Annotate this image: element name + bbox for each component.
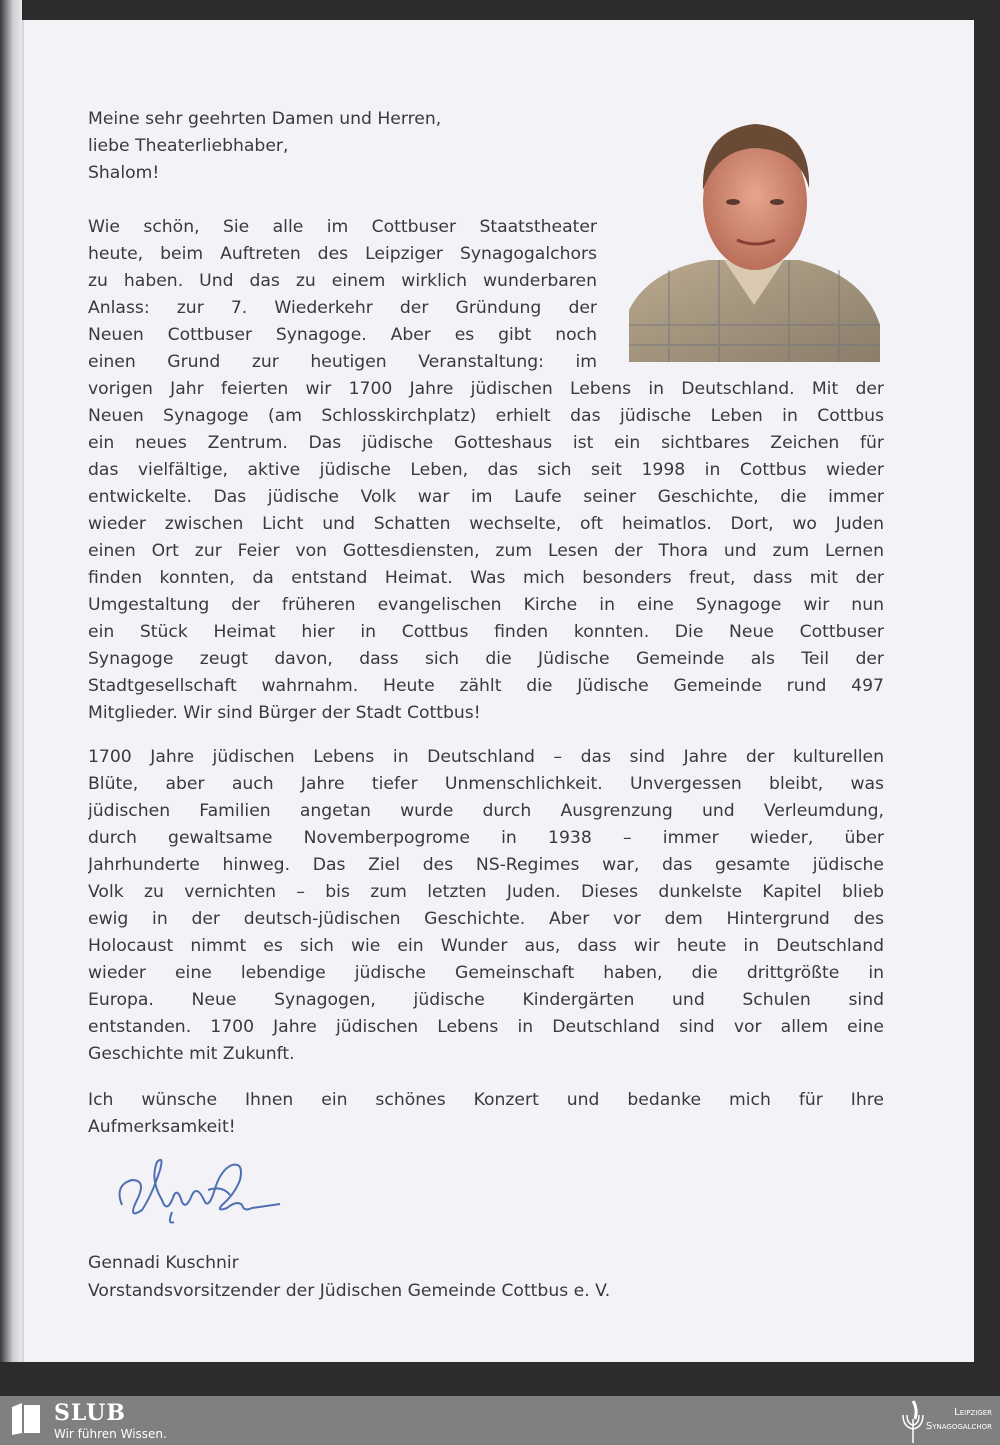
text-line: ein neues Zentrum. Das jüdische Gotteshaus ist ein sichtbares Zeichen für (88, 433, 884, 453)
text-line: Stadtgesellschaft wahrnahm. Heute zählt die Jüdische Gemeinde rund 497 (88, 676, 884, 696)
text-line: Holocaust nimmt es sich wie ein Wunder aus, dass wir heute in Deutschland (88, 936, 884, 956)
text-line: Aufmerksamkeit! (88, 1117, 236, 1137)
footer-bar (0, 1396, 1000, 1445)
text-line: einen Ort zur Feier von Gottesdiensten, zum Lesen der Thora und zum Lernen (88, 541, 884, 561)
greeting-line: liebe Theaterliebhaber, (88, 136, 289, 156)
greeting-line: Shalom! (88, 163, 160, 183)
text-line: Geschichte mit Zukunft. (88, 1044, 295, 1064)
slub-tagline: Wir führen Wissen. (54, 1427, 167, 1441)
text-line: 1700 Jahre jüdischen Lebens in Deutschland – das sind Jahre der kulturellen (88, 747, 884, 767)
text-line: zu haben. Und das zu einem wirklich wunderbaren (88, 271, 597, 291)
text-line: einen Grund zur heutigen Veranstaltung: im (88, 352, 597, 372)
text-line: entstanden. 1700 Jahre jüdischen Lebens in Deutschland sind vor allem eine (88, 1017, 884, 1037)
text-line: Ich wünsche Ihnen ein schönes Konzert und bedanke mich für Ihre (88, 1090, 884, 1110)
text-line: durch gewaltsame Novemberpogrome in 1938 – immer wieder, über (88, 828, 884, 848)
text-line: Mitglieder. Wir sind Bürger der Stadt Cottbus! (88, 703, 481, 723)
text-line: Wie schön, Sie alle im Cottbuser Staatstheater (88, 217, 597, 237)
text-line: Neuen Cottbuser Synagoge. Aber es gibt noch (88, 325, 597, 345)
text-line: Jahrhunderte hinweg. Das Ziel des NS-Regimes war, das gesamte jüdische (88, 855, 884, 875)
signer-title: Vorstandsvorsitzender der Jüdischen Gemeinde Cottbus e. V. (88, 1281, 611, 1301)
text-line: entwickelte. Das jüdische Volk war im Laufe seiner Geschichte, die immer (88, 487, 884, 507)
letter-body (88, 106, 884, 1141)
partner-line-2: Synagogalchor (925, 1421, 992, 1432)
text-line: Volk zu vernichten – bis zum letzten Juden. Dieses dunkelste Kapitel blieb (88, 882, 884, 902)
text-line: wieder zwischen Licht und Schatten wechselte, oft heimatlos. Dort, wo Juden (88, 514, 884, 534)
text-line: Synagoge zeugt davon, dass sich die Jüdische Gemeinde als Teil der (88, 649, 884, 669)
text-line: ein Stück Heimat hier in Cottbus finden konnten. Die Neue Cottbuser (88, 622, 884, 642)
text-line: vorigen Jahr feierten wir 1700 Jahre jüdischen Lebens in Deutschland. Mit der (88, 379, 884, 399)
scan-edge (0, 0, 22, 1362)
text-line: heute, beim Auftreten des Leipziger Synagogalchors (88, 244, 597, 264)
text-line: Europa. Neue Synagogen, jüdische Kindergärten und Schulen sind (88, 990, 884, 1010)
menorah-icon (900, 1399, 926, 1443)
signature (112, 1150, 282, 1234)
text-line: Neuen Synagoge (am Schlosskirchplatz) erhielt das jüdische Leben in Cottbus (88, 406, 884, 426)
text-line: das vielfältige, aktive jüdische Leben, das sich seit 1998 in Cottbus wieder (88, 460, 884, 480)
partner-line-1: Leipziger (954, 1407, 992, 1418)
text-line: ewig in der deutsch-jüdischen Geschichte. Aber vor dem Hintergrund des (88, 909, 884, 929)
text-line: jüdischen Familien angetan wurde durch Ausgrenzung und Verleumdung, (88, 801, 884, 821)
signer-name: Gennadi Kuschnir (88, 1253, 239, 1273)
text-line: finden konnten, da entstand Heimat. Was mich besonders freut, dass mit der (88, 568, 884, 588)
partner-logo-text (926, 1406, 992, 1434)
text-line: wieder eine lebendige jüdische Gemeinschaft haben, die drittgrößte in (88, 963, 884, 983)
slub-book-icon (8, 1401, 44, 1437)
greeting-line: Meine sehr geehrten Damen und Herren, (88, 109, 442, 129)
text-line: Umgestaltung der früheren evangelischen Kirche in eine Synagoge wir nun (88, 595, 884, 615)
slub-logo-text[interactable]: SLUB (54, 1400, 126, 1426)
text-line: Blüte, aber auch Jahre tiefer Unmenschlichkeit. Unvergessen bleibt, was (88, 774, 884, 794)
text-line: Anlass: zur 7. Wiederkehr der Gründung der (88, 298, 597, 318)
